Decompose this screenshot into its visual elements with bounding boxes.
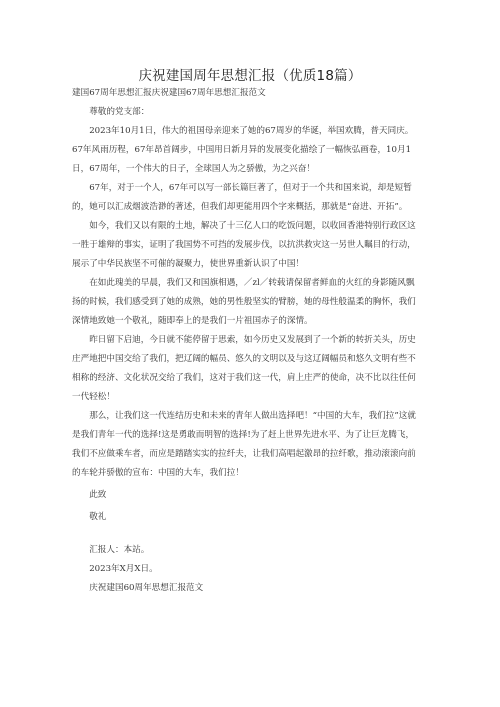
salutation: 尊敬的党支部： xyxy=(89,107,150,117)
paragraph-5: 昨日留下启迪，今日就不能停留于思索，如今历史又发展到了一个新的转折关头，历史庄严地把中国交给了我们，把辽阔的幅员、悠久的文明以及与这辽阔幅员和悠久文明有些不相称的经济、文化状况交给了我们，这对于我们这一代，肩上庄严的使命，决不比以往任何一代轻松！ xyxy=(72,335,416,402)
reporter-line: 汇报人：本站。 xyxy=(89,545,150,555)
paragraph-6: 那么，让我们这一代连结历史和未来的青年人做出选择吧！“中国的大车，我们拉”这就是我们青年一代的选择!这是勇敢而明智的选择!为了赶上世界先进水平、为了让巨龙腾飞，我们不应做乘车者，而应是踏踏实实的拉纤夫，让我们高唱起激昂的拉纤歌，推动滚滚向前的车轮并骄傲的宣布：中国的大车，我们拉！ xyxy=(72,411,416,478)
paragraph-4: 在如此瑰美的早晨，我们又和国旗相遇，／zl／转载请保留者鲜血的火红的身影随风飘扬的时候，我们感受到了她的成熟，她的男性般坚实的臂膀，她的母性般温柔的胸怀，我们深情地致她一个敬礼，随即奉上的是我们一片祖国赤子的深情。 xyxy=(72,278,416,326)
closing-salute: 此致 xyxy=(89,490,107,500)
paragraph-2: 67年，对于一个人，67年可以写一部长篇巨著了，但对于一个共和国来说，却是短暂的，她可以汇成烟波浩渺的著述，但我们却更能用四个字来概括，那就是“奋进、开拓”。 xyxy=(72,183,412,212)
closing-respect: 敬礼 xyxy=(89,512,107,522)
paragraph-3: 如今，我们又以有限的土地，解决了十三亿人口的吃饭问题，以收回香港特别行政区这一胜于雄辩的事实，证明了我国势不可挡的发展步伐，以抗洪救灾这一另世人瞩目的行动，展示了中华民族坚不可催的凝聚力，使世界重新认识了中国！ xyxy=(72,221,416,269)
document-subtitle: 建国67周年思想汇报庆祝建国67周年思想汇报范文 xyxy=(72,88,266,98)
document-title: 庆祝建国周年思想汇报（优质18篇） xyxy=(138,68,362,84)
paragraph-1: 2023年10月1日，伟大的祖国母亲迎来了她的67周岁的华诞，举国欢腾，普天同庆。67年风雨历程，67年昂首阔步，中国用日新月异的发展变化描绘了一幅恢弘画卷，10月1日，67周年，一个伟大的日子，全球国人为之骄傲，为之兴奋！ xyxy=(72,126,414,174)
document-body xyxy=(72,84,418,598)
date-line: 2023年X月X日。 xyxy=(89,564,158,574)
next-article-title: 庆祝建国60周年思想汇报范文 xyxy=(89,583,204,593)
